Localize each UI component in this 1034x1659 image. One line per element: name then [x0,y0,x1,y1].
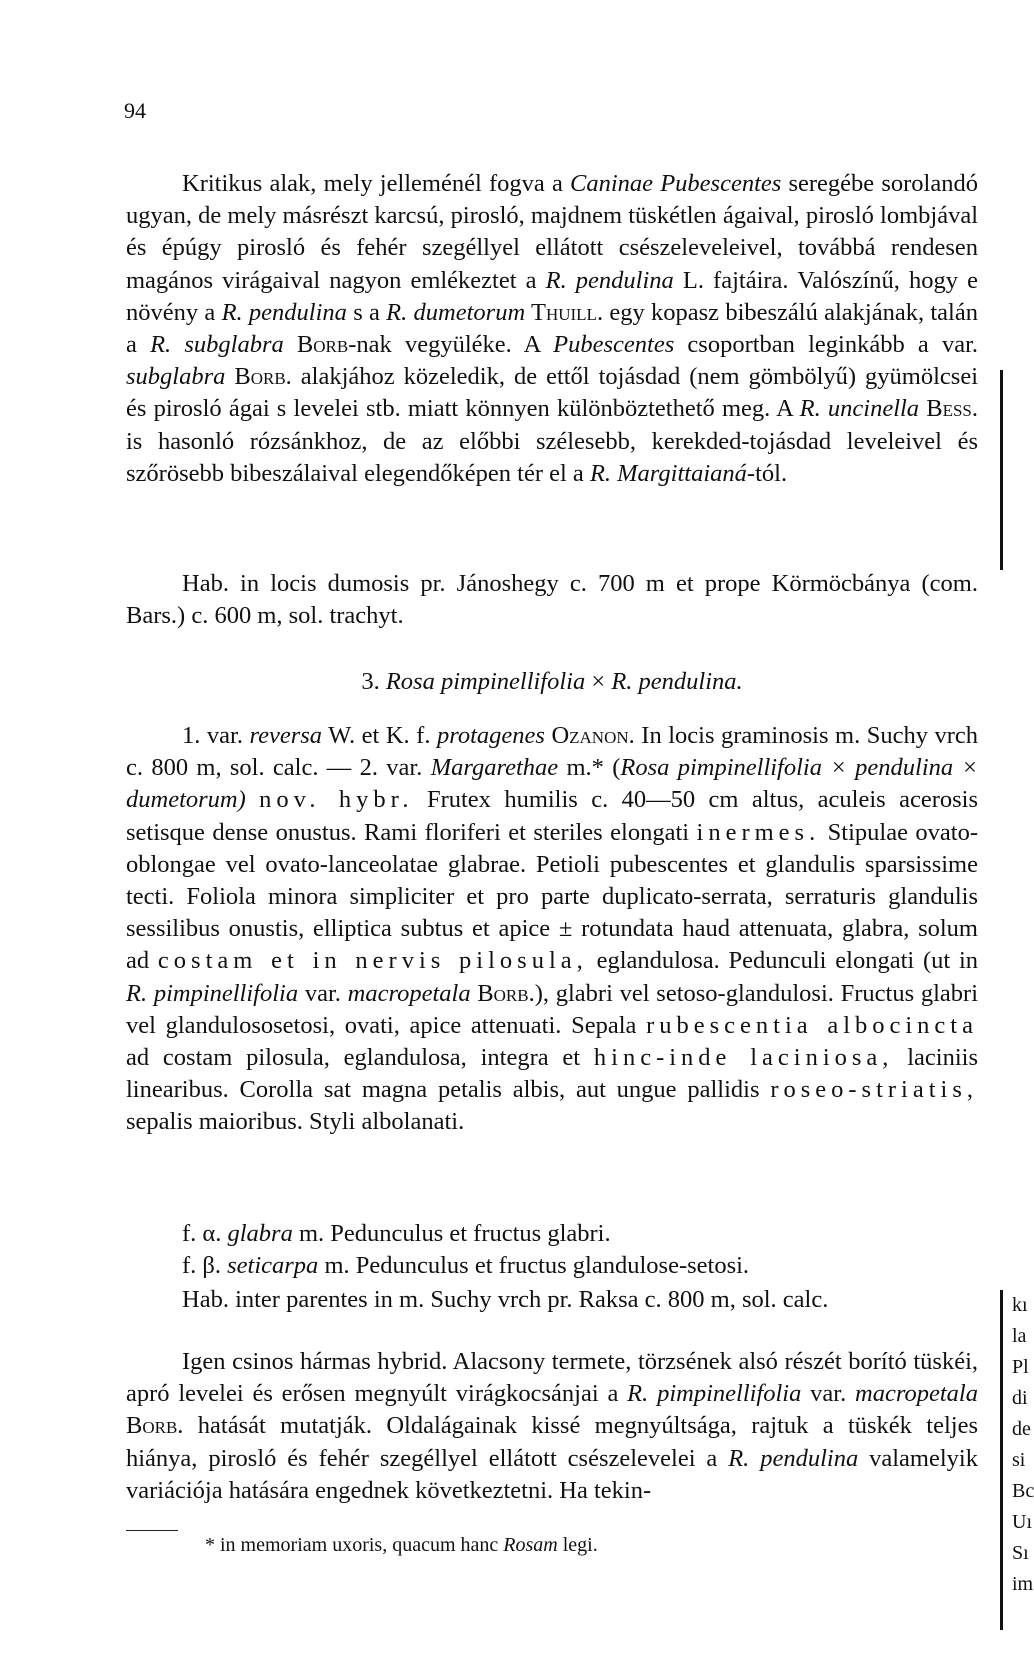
italic-taxon: R. pendulina [728,1444,859,1472]
text-run: -nak vegyüléke. A [348,331,554,359]
author-name: Bess. [919,395,978,423]
italic-taxon: reversa [249,722,323,749]
text-run: csoportban leginkább a var. [674,331,979,359]
author-name: Borb. [126,1412,184,1440]
footnote [205,1534,598,1557]
italic-taxon: seticarpa [227,1252,319,1279]
text-run: laciniis linearibus. Corolla sat magna petalis albis, aut ungue pallidis [126,1044,978,1104]
author-name: Thuill. [525,298,604,326]
text-run: sepalis maioribus. Styli albolanati. [126,1108,465,1136]
italic-taxon: Margarethae [430,754,559,782]
italic-taxon: R. subglabra [150,331,284,359]
spaced-emphasis: hinc-inde laciniosa, [593,1044,894,1072]
italic-taxon: Rosa pimpinellifolia × pendulina × dumetorum) [126,754,978,814]
text-run: is hasonló rózsánkhoz, de az előbbi szélesebb, kerekded-tojásdad leveleivel és szőrösebb bibeszálaival elegendőképen tér el a [126,427,978,487]
text-run: W. et K. f. [322,722,437,749]
text-run: 1. var. [182,722,250,749]
text-run: m.* ( [558,754,621,782]
text-run: -tól. [746,459,788,487]
italic-taxon: protagenes [436,722,545,749]
page-edge-line [1000,370,1003,570]
text-run: m. Pedunculus et fructus glandulose-setosi. [318,1252,750,1279]
text-run: ), glabri vel setoso-glandulosi. Fructus glabri vel glandulososetosi, ovati, apice attenuati. Sepala [126,979,979,1039]
italic-taxon: R. uncinella [799,395,920,423]
text-run: f. α. [182,1220,228,1247]
spaced-emphasis: nov. hybr. [259,786,414,814]
text-run: seregébe sorolandó ugyan, de mely másrészt karcsú, pirosló, majdnem tüskétlen ágaival, pirosló lombjával és épúgy pirosló és fehér szegéllyel ellátott csészeleveleivel, továbbá rendesen magános virágaival nagyon emlékeztet a [126,170,978,294]
italic-taxon: subglabra [126,363,226,391]
paragraph-habitat-2: Hab. inter parentes in m. Suchy vrch pr. Raksa c. 800 m, sol. calc. [182,1286,829,1313]
italic-taxon: macropetala [347,979,471,1007]
text-run: Stipulae ovato-oblongae vel ovato-lanceolatae glabrae. Petioli pubescentes et glandulis sparsissime tecti. Foliola minora simpliciter et pro parte duplicato-serrata, serraturis glandulis sessilibus onustis, elliptica subtus et apice ± rotundata haud attenuata, glabra, solum ad [126,818,978,975]
page-number: 94 [124,98,146,123]
author-name: Borb. [470,979,535,1007]
text-run: legi. [557,1534,598,1556]
text-run [246,786,259,813]
text-run: * in memoriam uxoris, quacum hanc [205,1534,504,1556]
paragraph-hybrid-notes [126,1346,978,1507]
italic-taxon: R. pendulina [221,298,347,326]
author-name: Ozanon. [544,722,635,749]
italic-taxon: R. pendulina [545,266,674,294]
adjacent-page-fragments: kı la Pl di de si Bc Uı Sı im [1012,1294,1034,1595]
italic-taxon: Rosa pimpinellifolia [385,668,586,695]
paragraph-critical-form [126,168,978,490]
text-run: s a [346,298,387,326]
text-run: alakjához közeledik, de ettől tojásdad (nem gömbölyű) gyümölcsei és pirosló ágai s levelei stb. miatt könnyen különböztethető meg. A [126,363,978,423]
spaced-emphasis: inermes. [696,818,821,846]
italic-taxon: R. dumetorum [386,298,526,326]
paragraph-habitat-1: Hab. in locis dumosis pr. Jánoshegy c. 700 m et prope Körmöcbánya (com. Bars.) c. 600 m, sol. trachyt. [126,570,978,630]
text-run: egy kopasz bibeszálú alakjának, talán a [126,298,978,359]
italic-taxon: Pubescentes [553,331,675,359]
italic-word: Rosam [503,1534,558,1556]
text-run: In locis graminosis m. Suchy vrch c. 800 m, sol. calc. — 2. var. [126,722,979,782]
text-run: var. [801,1380,856,1408]
text-run: Frutex humilis c. 40—50 cm altus, aculeis acerosis setisque dense onustus. Rami floriferi et steriles elongati [126,786,979,846]
spaced-emphasis: costam et in nervis pilosula, [157,947,588,975]
text-run: valamelyik variációja hatására engednek következtetni. Ha tekin- [126,1444,978,1504]
footnote-rule [126,1530,178,1531]
paragraph-description [126,720,978,1139]
spaced-emphasis: rubescentia albocincta [646,1011,978,1039]
text-run: m. Pedunculus et fructus glabri. [292,1220,611,1247]
italic-taxon: R. pimpinellifolia [126,979,299,1007]
hybrid-sign: × [585,668,612,695]
paragraph-form-alpha [126,1218,978,1250]
italic-taxon: Caninae Pubescentes [570,170,782,197]
text-run: eglandulosa. Pedunculi elongati (ut in [587,947,979,975]
text-run: var. [298,979,348,1007]
author-name: Borb. [225,363,292,391]
text-run: f. β. [182,1252,228,1279]
paragraph-form-beta [126,1250,978,1282]
text-run: Kritikus alak, mely jelleménél fogva a [182,170,570,197]
text-run: Igen csinos hármas hybrid. Alacsony termete, törzsének alsó részét borító tüskéi, apró levelei és erősen megnyúlt virágkocsánjai a [126,1348,978,1408]
spaced-emphasis: roseo-striatis, [770,1076,978,1104]
italic-taxon: R. Margittaianá [589,459,747,487]
heading-number: 3. [361,668,386,695]
text-run: hatását mutatják. Oldalágainak kissé megnyúltsága, rajtuk a tüskék teljes hiánya, pirosló és fehér szegéllyel ellátott csészelevelei a [126,1412,978,1472]
italic-taxon: R. pimpinellifolia [627,1380,802,1408]
italic-taxon: macropetala [855,1380,978,1408]
section-heading [126,668,978,696]
author-name: Borb [283,331,349,359]
text-run: ad costam pilosula, eglandulosa, integra et [126,1044,594,1072]
page-edge-line [1000,1290,1003,1630]
italic-taxon: glabra [227,1220,293,1247]
italic-taxon: R. pendulina. [611,668,743,695]
text-run: L. fajtáira. Valószínű, hogy e növény a [126,266,978,326]
